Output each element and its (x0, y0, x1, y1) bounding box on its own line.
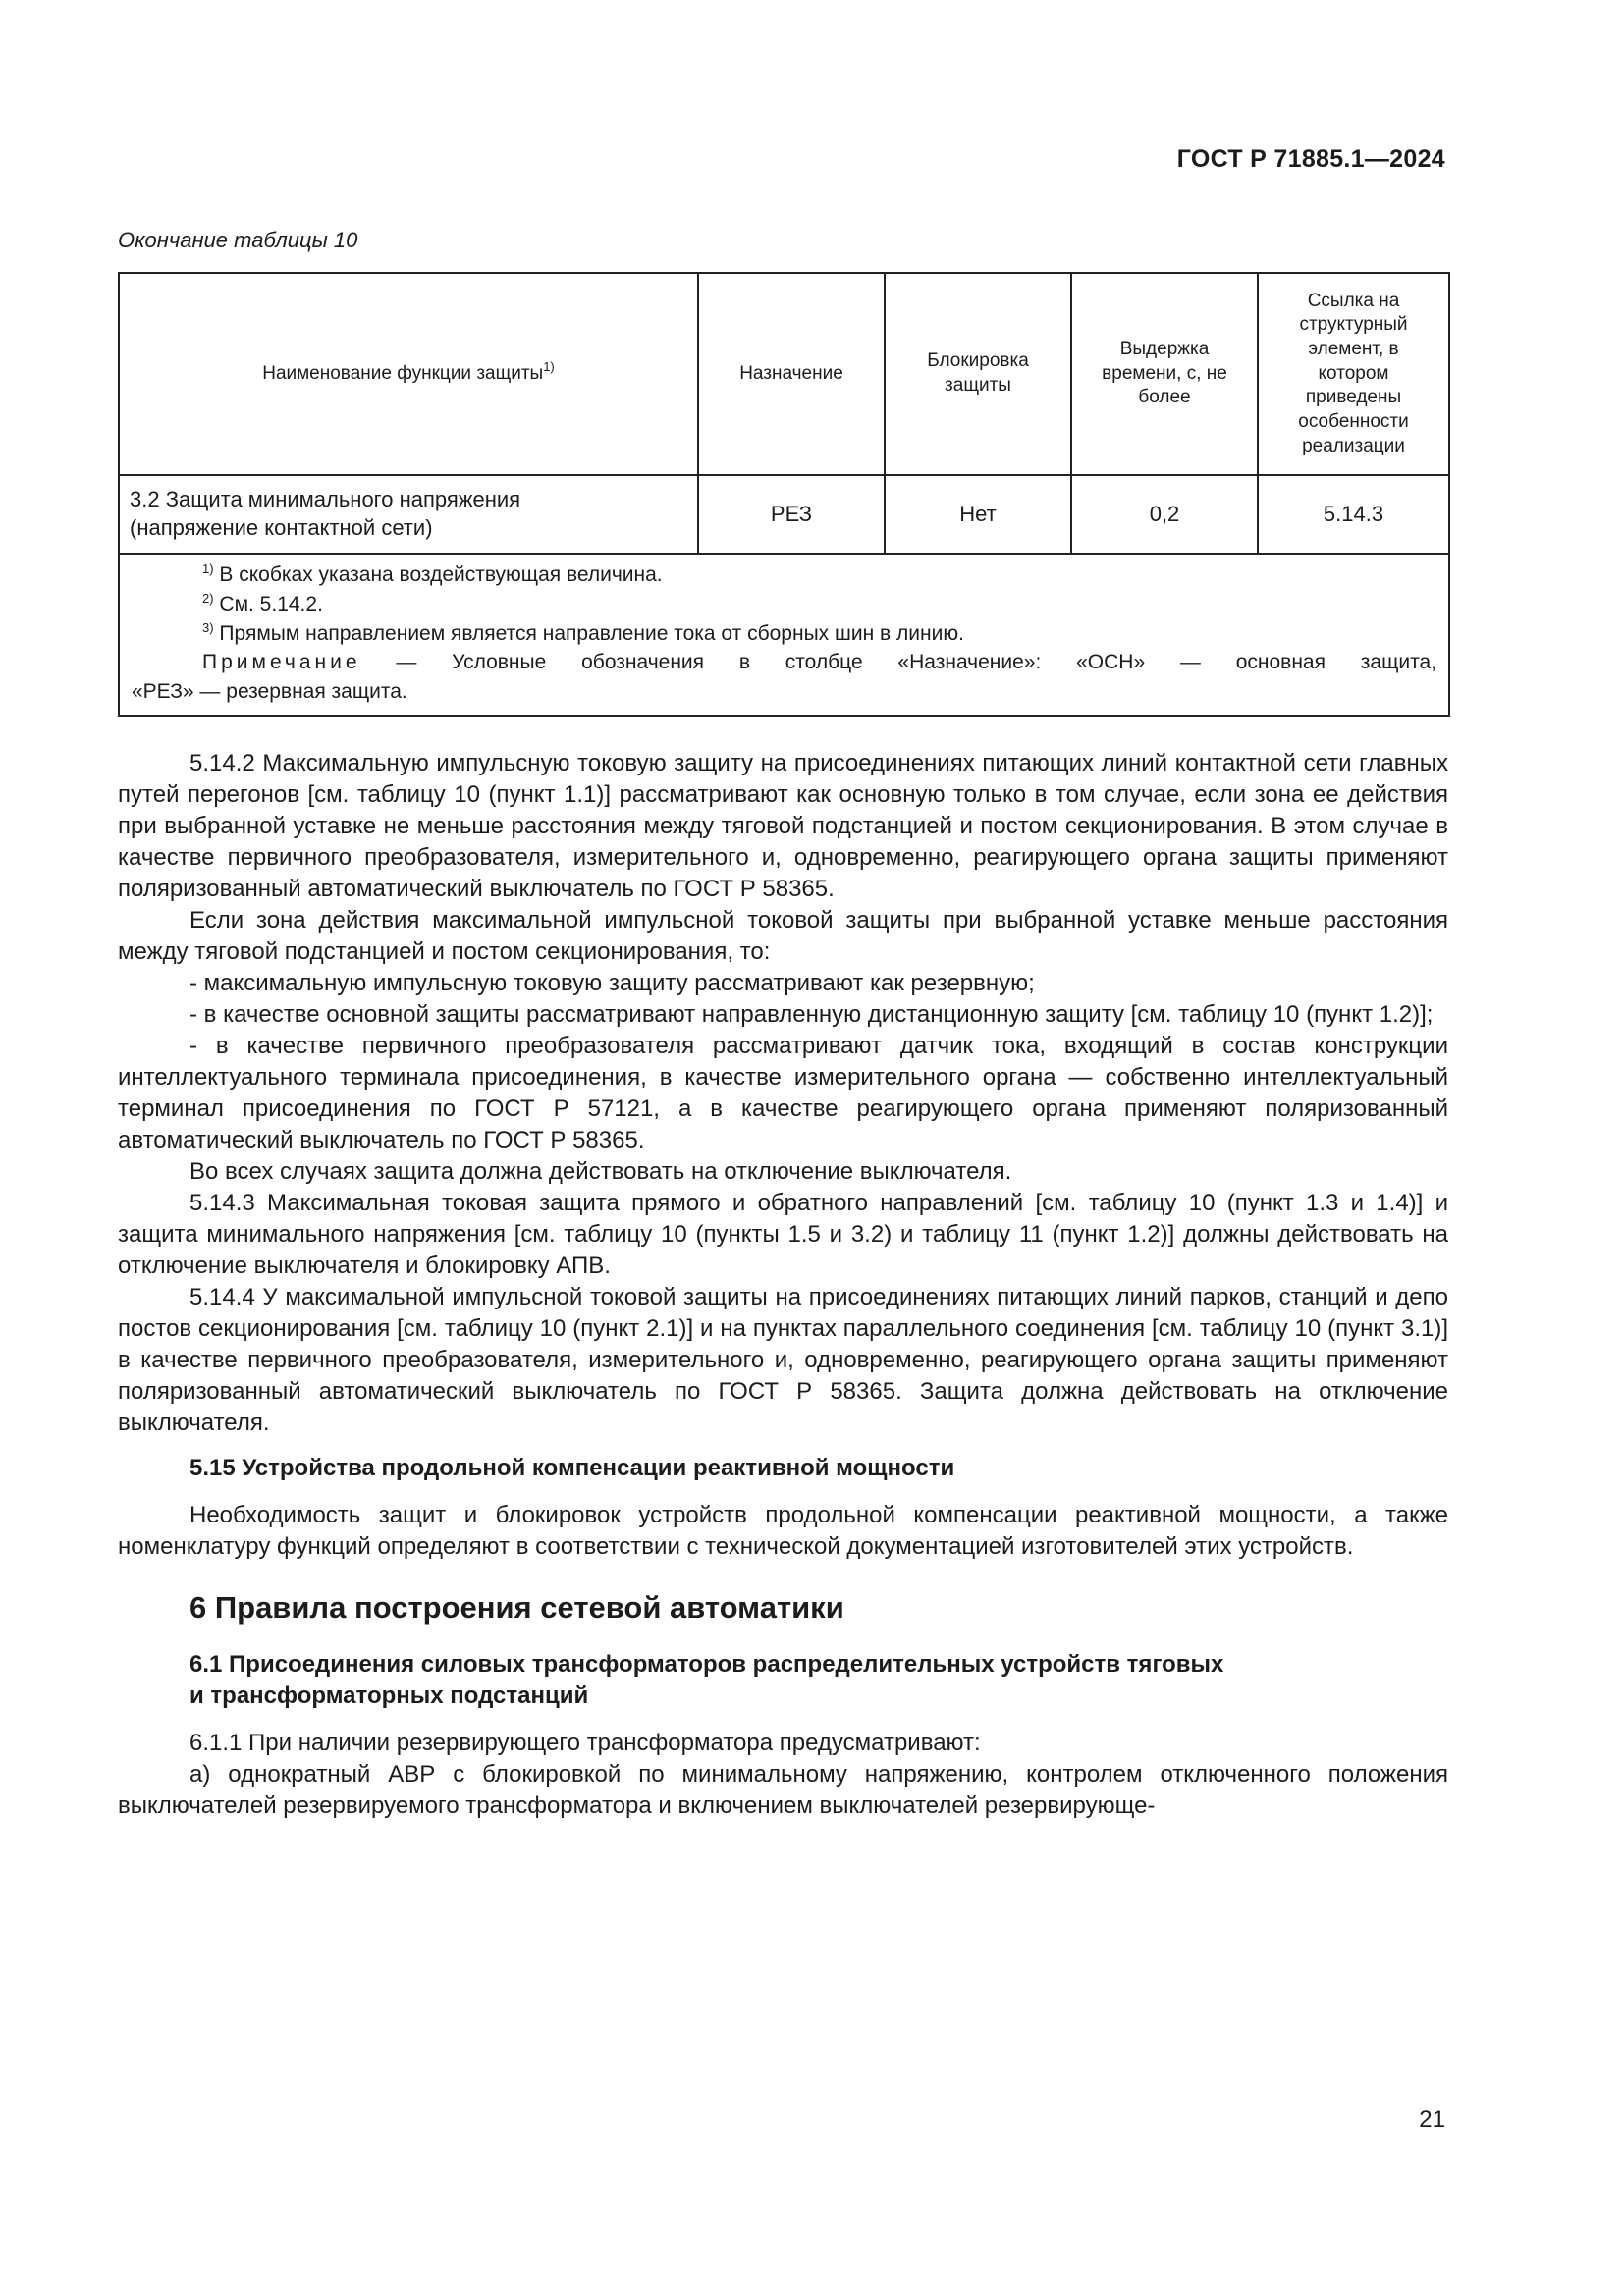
paragraph-5-14-3: 5.14.3 Максимальная токовая защита прямого и обратного направлений [см. таблицу 10 (пункт 1.3 и 1.4)] и защита минимального напряжения [см. таблицу 10 (пункты 1.5 и 3.2) и таблицу 11 (пункт 1.2)] должны действовать на отключение выключателя и блокировку АПВ. (118, 1190, 1448, 1279)
footnote-2: $^{2)}$ См. 5.14.2. (202, 590, 323, 615)
table-footnotes-row (119, 554, 1449, 716)
list-item: а) однократный АВР с блокировкой по минимальному напряжению, контролем отключенного положения выключателей резервируемого трансформатора и включением выключателей резервирующе- (118, 1761, 1448, 1819)
body-text (118, 748, 1448, 1822)
document-code-header: ГОСТ Р 71885.1—2024 (1176, 145, 1445, 173)
paragraph-5-14-2: 5.14.2 Максимальную импульсную токовую защиту на присоединениях питающих линий контактной сети главных путей перегонов [см. таблицу 10 (пункт 1.1)] рассматривают как основную только в том случае, если зона ее действия при выбранной уставке не меньше расстояния между тяговой подстанцией и постом секционирования. В этом случае в качестве первичного преобразователя, измерительного и, одновременно, реагирующего органа защиты применяют поляризованный автоматический выключатель по ГОСТ Р 58365. (118, 750, 1448, 902)
table-caption: Окончание таблицы 10 (118, 228, 358, 252)
paragraph-6-1-1: 6.1.1 При наличии резервирующего трансформатора предусматривают: (189, 1730, 981, 1756)
table-10 (118, 272, 1450, 717)
paragraph: Во всех случаях защита должна действовать на отключение выключателя. (189, 1158, 1012, 1185)
table-note-continued: «РЕЗ» — резервная защита. (132, 680, 407, 704)
cell-blocking: Нет (885, 475, 1071, 554)
list-item: - максимальную импульсную токовую защиту рассматривают как резервную; (189, 970, 1035, 996)
list-item: - в качестве первичного преобразователя рассматривают датчик тока, входящий в состав конструкции интеллектуального терминала присоединения, в качестве измерительного органа — собственно интеллектуальный терминал присоединения по ГОСТ Р 57121, а в качестве реагирующего органа применяют поляризованный автоматический выключатель по ГОСТ Р 58365. (118, 1033, 1448, 1153)
header-reference: Ссылка на структурный элемент, в котором приведены особенности реализации (1258, 273, 1449, 475)
cell-time-delay: 0,2 (1071, 475, 1258, 554)
paragraph: Необходимость защит и блокировок устройств продольной компенсации реактивной мощности, а также номенклатуру функций определяют в соответствии с технической документацией изготовителей этих устройств. (118, 1502, 1448, 1560)
cell-purpose: РЕЗ (698, 475, 885, 554)
table-footnotes (119, 554, 1449, 716)
page-number: 21 (1419, 2107, 1445, 2133)
header-purpose: Назначение (698, 273, 885, 475)
header-function-name: Наименование функции защиты$^{1)}$ (119, 273, 698, 475)
section-heading-6-1: 6.1 Присоединения силовых трансформаторов распределительных устройств тяговых и трансформаторных подстанций (189, 1651, 1224, 1709)
section-heading-5-15: 5.15 Устройства продольной компенсации реактивной мощности (189, 1455, 955, 1481)
header-blocking: Блокировка защиты (885, 273, 1071, 475)
header-time-delay: Выдержка времени, с, не более (1071, 273, 1258, 475)
table-header-row (119, 273, 1449, 475)
section-heading-6: 6 Правила построения сетевой автоматики (189, 1590, 844, 1625)
cell-function-name: 3.2 Защита минимального напряжения (напряжение контактной сети) (119, 475, 698, 554)
table-row (119, 475, 1449, 554)
footnote-1: $^{1)}$ В скобках указана воздействующая величина. (202, 561, 663, 586)
cell-reference: 5.14.3 (1258, 475, 1449, 554)
footnote-3: $^{3)}$ Прямым направлением является направление тока от сборных шин в линию. (202, 619, 964, 645)
paragraph-5-14-4: 5.14.4 У максимальной импульсной токовой защиты на присоединениях питающих линий парков, станций и депо постов секционирования [см. таблицу 10 (пункт 2.1)] и на пунктах параллельного соединения [см. таблицу 10 (пункт 3.1)] в качестве первичного преобразователя, измерительного и, одновременно, реагирующего органа защиты применяют поляризованный автоматический выключатель по ГОСТ Р 58365. Защита должна действовать на отключение выключателя. (118, 1284, 1448, 1436)
list-item: - в качестве основной защиты рассматривают направленную дистанционную защиту [см. таблицу 10 (пункт 1.2)]; (189, 1001, 1434, 1028)
table-note: Примечание — Условные обозначения в столбце «Назначение»: «ОСН» — основная защита, (202, 651, 1436, 674)
paragraph: Если зона действия максимальной импульсной токовой защиты при выбранной уставке меньше расстояния между тяговой подстанцией и постом секционирования, то: (118, 907, 1448, 965)
